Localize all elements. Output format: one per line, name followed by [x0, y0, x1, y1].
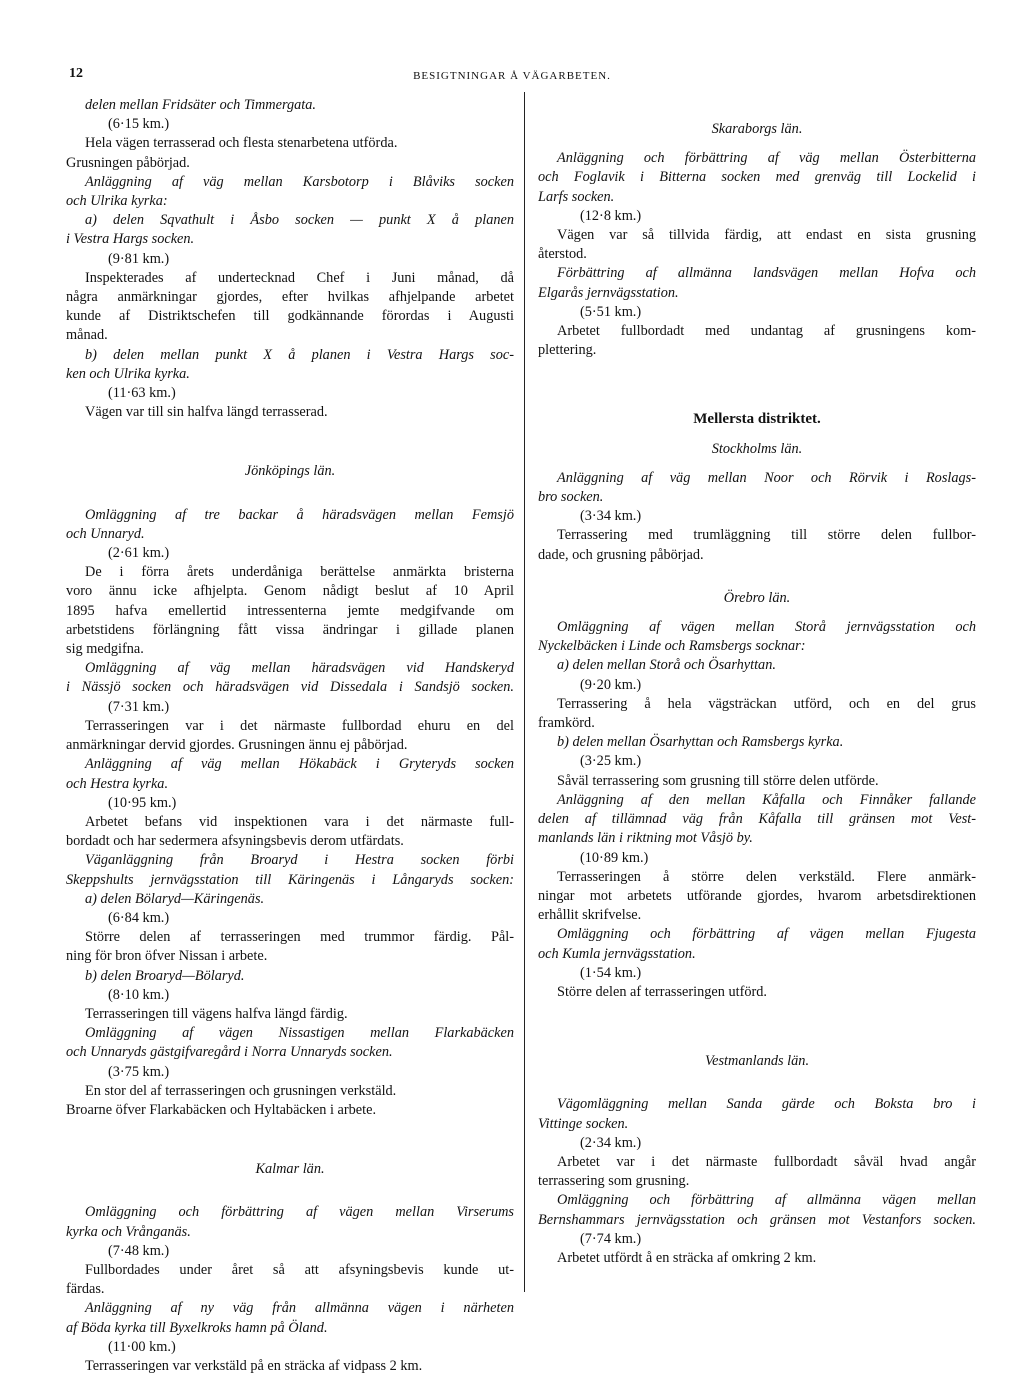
text-line: a) delen Bölaryd—Käringenäs.	[85, 890, 265, 907]
text-line: (5·51 km.)	[580, 303, 642, 320]
text-line: (3·34 km.)	[580, 508, 642, 525]
text-line: (7·74 km.)	[580, 1230, 642, 1247]
text-line: kyrka och Vrånganäs.	[66, 1223, 191, 1240]
text-line: (6·84 km.)	[108, 909, 170, 926]
text-line: (3·75 km.)	[108, 1063, 170, 1080]
text-line: Terrassering med trumläggning till större delen fullbor-	[557, 527, 976, 544]
text-line: och Kumla jernvägsstation.	[538, 945, 696, 962]
text-line: Omläggning af väg mellan häradsvägen vid Handskeryd	[85, 660, 514, 677]
running-head: BESIGTNINGAR Å VÄGARBETEN.	[413, 70, 611, 82]
section-skaraborgs	[538, 149, 976, 360]
text-line: (8·10 km.)	[108, 986, 170, 1003]
section-kalmar	[66, 1203, 514, 1376]
text-line: Terrasseringen å större delen verkstäld. Flere anmärk-	[557, 868, 976, 885]
text-line: bro socken.	[538, 489, 604, 506]
text-line: b) delen Broaryd—Bölaryd.	[85, 967, 245, 984]
text-line: Större delen af terrasseringen utförd.	[557, 983, 767, 1000]
text-line: Arbetet var i det närmaste fullbordadt såväl hvad angår	[557, 1153, 976, 1170]
text-line: Broarne öfver Flarkabäcken och Hyltabäcken i arbete.	[66, 1101, 377, 1118]
text-line: (3·25 km.)	[580, 753, 642, 770]
text-line: Omläggning och förbättring af vägen mellan Fjugesta	[557, 926, 976, 943]
text-line: Förbättring af allmänna landsvägen mellan Hofva och	[557, 265, 976, 282]
text-line: Arbetet utfördt å en sträcka af omkring 2 km.	[557, 1249, 817, 1266]
text-line: Fullbordades under året så att afsyningsbevis kunde ut-	[85, 1261, 514, 1278]
text-line: kunde af Distriktschefen till godkännande förordas i Augusti	[66, 308, 514, 325]
text-line: Grusningen påbörjad.	[66, 154, 190, 171]
text-line: månad.	[66, 327, 108, 344]
section-stockholms	[538, 469, 976, 565]
text-line: (2·34 km.)	[580, 1134, 642, 1151]
text-line: Vägomläggning mellan Sanda gärde och Boksta bro i	[557, 1096, 976, 1113]
text-line: 1895 hafva emellertid intressenterna jemte medgifvande om	[66, 602, 514, 619]
text-line: terrassering som grusning.	[538, 1173, 690, 1190]
text-line: manlands län i riktning mot Våsjö by.	[538, 830, 753, 847]
text-line: återstod.	[538, 246, 587, 263]
text-line: några anmärkningar gjordes, efter hvilkas afhjelpande arbetet	[66, 289, 514, 306]
text-line: och Unnaryds gästgifvaregård i Norra Unnaryds socken.	[66, 1044, 393, 1061]
text-line: färdas.	[66, 1281, 105, 1298]
text-line: Omläggning af vägen mellan Storå jernvägsstation och	[557, 619, 976, 636]
text-line: (10·89 km.)	[580, 849, 649, 866]
text-line: (9·20 km.)	[580, 676, 642, 693]
text-line: b) delen mellan Ösarhyttan och Ramsbergs kyrka.	[557, 734, 844, 751]
text-line: och Ulrika kyrka:	[66, 193, 168, 210]
left-column	[66, 96, 514, 1376]
text-line: af Böda kyrka till Byxelkroks hamn på Öland.	[66, 1319, 328, 1336]
text-line: En stor del af terrasseringen och grusningen verkstäld.	[85, 1082, 397, 1099]
text-line: Vägen var så tillvida färdig, att endast en sista grusning	[557, 227, 976, 244]
text-line: Anläggning af väg mellan Noor och Rörvik i Roslags-	[557, 469, 976, 486]
heading-jonkopings-lan: Jönköpings län.	[244, 463, 336, 480]
column-divider	[524, 92, 525, 1292]
text-line: Terrasseringen var i det närmaste fullbordad ehuru en del	[85, 717, 514, 734]
text-line: Omläggning och förbättring af vägen mellan Virserums	[85, 1204, 514, 1221]
section-orebro	[538, 618, 976, 1002]
text-line: Omläggning af tre backar å häradsvägen mellan Femsjö	[85, 506, 514, 523]
text-line: Larfs socken.	[538, 188, 615, 205]
page-number: 12	[69, 66, 83, 81]
text-line: b) delen mellan punkt X å planen i Vestra Hargs soc-	[85, 346, 514, 363]
text-line: och Foglavik i Bitterna socken med grenväg till Lockelid i	[538, 169, 976, 186]
text-line: Såväl terrassering som grusning till större delen utförde.	[557, 772, 879, 789]
text-line: (7·48 km.)	[108, 1242, 170, 1259]
text-line: Omläggning af vägen Nissastigen mellan Flarkabäcken	[85, 1025, 514, 1042]
text-line: (12·8 km.)	[580, 207, 642, 224]
text-line: delen af tillämnad väg från Kåfalla till gränsen mot Vest-	[538, 811, 976, 828]
text-line: Anläggning af den mellan Kåfalla och Finnåker fallande	[557, 791, 976, 808]
text-line: Terrassering å hela vägsträckan utförd, och en del grus	[557, 695, 976, 712]
text-line: Terrasseringen var verkstäld på en sträcka af vidpass 2 km.	[85, 1357, 423, 1374]
section-fridsater	[66, 96, 514, 422]
text-line: Anläggning af väg mellan Hökabäck i Gryteryds socken	[85, 756, 514, 773]
text-line: dade, och grusning påbörjad.	[538, 546, 704, 563]
text-line: Väganläggning från Broaryd i Hestra socken förbi	[85, 852, 514, 869]
text-line: Skeppshults jernvägsstation till Käringenäs i Långaryds socken:	[66, 871, 514, 888]
text-line: Terrasseringen till vägens halfva längd färdig.	[85, 1005, 348, 1022]
heading-kalmar-lan: Kalmar län.	[255, 1161, 325, 1178]
heading-mellersta-distriktet: Mellersta distriktet.	[693, 411, 821, 428]
text-line: Större delen af terrasseringen med trummor färdig. Pål-	[85, 929, 514, 946]
text-line: ningar mot arbetets utförande gjordes, hvarom arbetsdirektionen	[538, 887, 976, 904]
text-line: De i förra årets underdåniga berättelse anmärkta bristerna	[85, 564, 514, 581]
text-line: Arbetet befans vid inspektionen vara i det närmaste full-	[85, 813, 514, 830]
text-line: voro ännu icke afhjelpta. Genom nådigt beslut af 10 April	[66, 583, 514, 600]
text-line: i Nässjö socken och häradsvägen vid Dissedala i Sandsjö socken.	[66, 679, 514, 696]
text-line: arbetstidens förlängning fått vissa ändringar i gillade planen	[66, 621, 514, 638]
text-line: anmärkningar dervid gjordes. Grusningen ännu ej påbörjad.	[66, 737, 408, 754]
text-line: (2·61 km.)	[108, 545, 170, 562]
heading-stockholms-lan: Stockholms län.	[711, 440, 803, 457]
text-line: a) delen mellan Storå och Ösarhyttan.	[557, 657, 776, 674]
heading-orebro-lan: Örebro län.	[723, 589, 791, 606]
text-line: (7·31 km.)	[108, 698, 170, 715]
text-line: Elgarås jernvägsstation.	[538, 284, 679, 301]
heading-skaraborgs-lan: Skaraborgs län.	[711, 121, 803, 137]
text-line: (6·15 km.)	[108, 116, 170, 133]
heading-vestmanlands-lan: Vestmanlands län.	[704, 1053, 810, 1070]
right-column	[538, 96, 976, 1268]
text-line: framkörd.	[538, 715, 595, 732]
text-line: sig medgifna.	[66, 641, 144, 658]
text-line: Hela vägen terrasserad och flesta stenarbetena utförda.	[85, 135, 398, 152]
text-line: Arbetet fullbordadt med undantag af grusningens kom-	[557, 323, 976, 340]
text-line: erhållit skrifvelse.	[538, 907, 642, 924]
text-line: (11·63 km.)	[108, 385, 176, 402]
text-line: (11·00 km.)	[108, 1338, 176, 1355]
text-line: (10·95 km.)	[108, 794, 177, 811]
text-line: delen mellan Fridsäter och Timmergata.	[85, 97, 316, 113]
text-line: Omläggning och förbättring af allmänna vägen mellan	[557, 1192, 976, 1209]
section-jonkopings	[66, 506, 514, 1121]
text-line: Anläggning af ny väg från allmänna vägen i närheten	[85, 1300, 514, 1317]
text-line: plettering.	[538, 342, 597, 359]
section-vestmanlands	[538, 1095, 976, 1268]
text-line: Vittinge socken.	[538, 1115, 629, 1132]
text-line: Vägen var till sin halfva längd terrasserad.	[85, 404, 328, 421]
text-line: bordadt och har sedermera afsyningsbevis derom utfärdats.	[66, 833, 404, 850]
text-line: Anläggning och förbättring af väg mellan Österbitterna	[557, 150, 976, 167]
text-line: och Unnaryd.	[66, 525, 145, 542]
text-line: (1·54 km.)	[580, 964, 642, 981]
text-line: a) delen Sqvathult i Åsbo socken — punkt X å planen	[85, 212, 514, 229]
text-line: Bernshammars jernvägsstation och gränsen mot Vestanfors socken.	[538, 1211, 976, 1228]
text-line: och Hestra kyrka.	[66, 775, 169, 792]
text-line: (9·81 km.)	[108, 250, 170, 267]
text-line: Inspekterades af undertecknad Chef i Juni månad, då	[85, 269, 514, 286]
text-line: ning för bron öfver Nissan i arbete.	[66, 948, 268, 965]
text-line: Nyckelbäcken i Linde och Ramsbergs socknar:	[538, 638, 806, 655]
text-line: ken och Ulrika kyrka.	[66, 365, 190, 382]
text-line: i Vestra Hargs socken.	[66, 231, 195, 248]
text-line: Anläggning af väg mellan Karsbotorp i Blåviks socken	[85, 173, 514, 190]
